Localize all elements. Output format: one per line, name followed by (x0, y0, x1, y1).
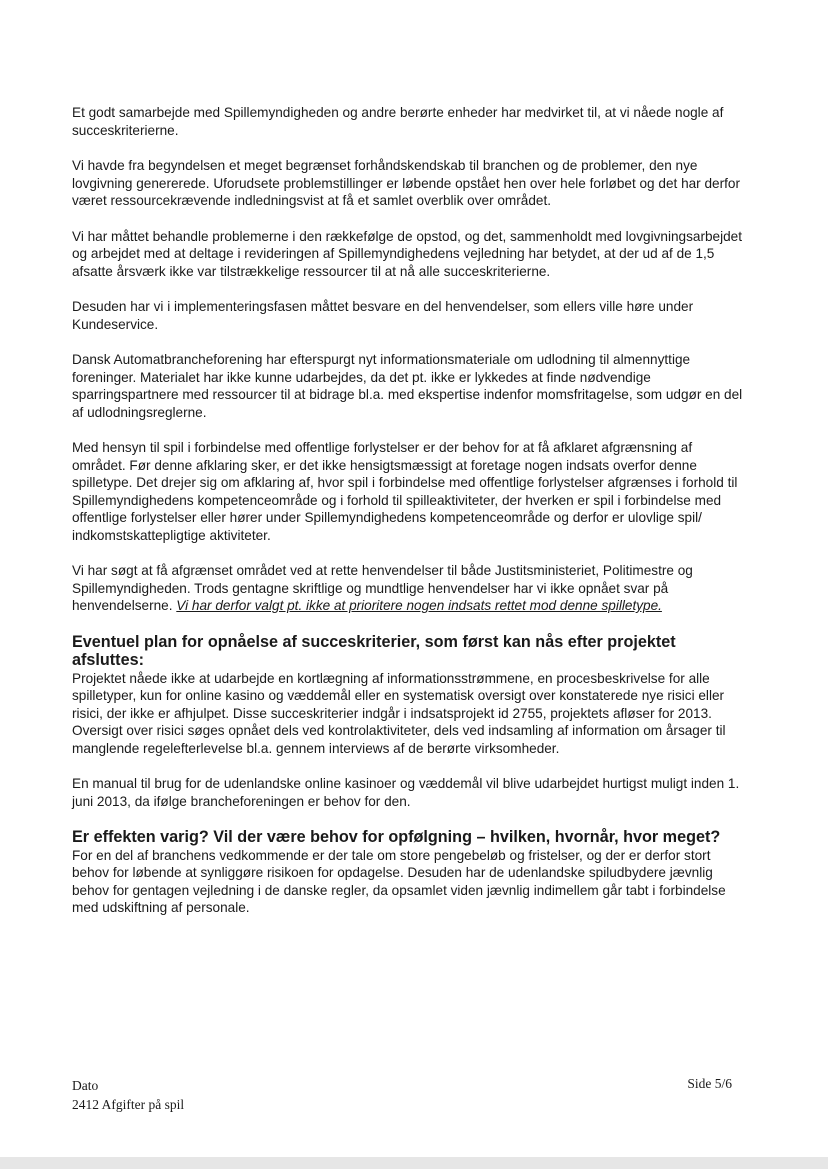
footer-left (72, 1076, 184, 1114)
paragraph-2: Vi havde fra begyndelsen et meget begrænset forhåndskendskab til branchen og de problemer, den nye lovgivning genererede. Uforudsete problemstillinger er løbende opstået hen over hele forløbet og det har derfor været ressourcekrævende indledningsvist at få et samlet overblik over området. (72, 158, 740, 208)
section-plan (72, 633, 746, 811)
underlined-remark: Vi har derfor valgt pt. ikke at prioritere nogen indsats rettet mod denne spilletype. (176, 598, 662, 613)
paragraph-5: Dansk Automatbrancheforening har efterspurgt nyt informationsmateriale om udlodning til almennyttige foreninger. Materialet har ikke kunne udarbejdes, da det pt. ikke er lykkedes at finde nødvendige sparringspartnere med ressourcer til at bidrage bl.a. med ekspertise indenfor momsfritagelse, som udgør en del af udlodningsreglerne. (72, 352, 743, 420)
document-body (72, 104, 746, 935)
section-effect-paragraph-1: For en del af branchens vedkommende er der tale om store pengebeløb og fristelser, og der er derfor stort behov for løbende at synliggøre risikoen for opdagelse. Desuden har de udenlandske spiludbydere jævnlig behov for gentagen vejledning i de danske regler, da opsamlet viden jævnlig indimellem går tabt i forbindelse med udskiftning af personale. (72, 847, 726, 915)
paragraph-1: Et godt samarbejde med Spillemyndigheden og andre berørte enheder har medvirket til, at vi nåede nogle af succeskriterierne. (72, 105, 724, 138)
footer-page-number: Side 5/6 (687, 1076, 732, 1091)
section-effect-heading: Er effekten varig? Vil der være behov for opfølgning – hvilken, hvornår, hvor meget? (72, 828, 721, 846)
scan-edge (0, 1157, 828, 1169)
section-plan-paragraph-2: En manual til brug for de udenlandske online kasinoer og væddemål vil blive udarbejdet hurtigst muligt inden 1. juni 2013, da ifølge brancheforeningen er behov for den. (72, 776, 740, 809)
paragraph-6: Med hensyn til spil i forbindelse med offentlige forlystelser er der behov for at få afklaret afgrænsning af området. Før denne afklaring sker, er det ikke hensigtsmæssigt at foretage nogen indsats overfor denne spilletype. Det drejer sig om afklaring af, hvor spil i forbindelse med offentlige forlystelser afgrænses i forhold til Spillemyndighedens kompetenceområde og i forhold til spilleaktiviteter, der hverken er spil i forbindelse med offentlige forlystelser eller hører under Spillemyndighedens kompetenceområde og derfor er ulovlige spil/ indkomstskattepligtige aktiviteter. (72, 440, 738, 543)
footer-date-label: Dato (72, 1078, 99, 1093)
section-plan-heading: Eventuel plan for opnåelse af succeskriterier, som først kan nås efter projektet afsluttes: (72, 632, 676, 669)
paragraph-3: Vi har måttet behandle problemerne i den rækkefølge de opstod, og det, sammenholdt med lovgivningsarbejdet og arbejdet med at deltage i revideringen af Spillemyndighedens vejledning har betydet, at der ud af de 1,5 afsatte årsværk ikke var tilstrækkelige ressourcer til at nå alle succeskriterierne. (72, 228, 743, 279)
paragraph-7 (72, 562, 746, 615)
footer-document-name: 2412 Afgifter på spil (72, 1097, 185, 1112)
section-effect (72, 828, 746, 917)
paragraph-7-text: Vi har søgt at få afgrænset området ved at rette henvendelser til både Justitsministeriet, Politimestre og Spillemyndigheden. Trods gentagne skriftlige og mundtlige henvendelser har vi ikke opnået svar på henvendelserne. (72, 563, 693, 613)
paragraph-4: Desuden har vi i implementeringsfasen måttet besvare en del henvendelser, som ellers ville høre under Kundeservice. (72, 299, 694, 332)
section-plan-paragraph-1: Projektet nåede ikke at udarbejde en kortlægning af informationsstrømmene, en procesbeskrivelse for alle spilletyper, kun for online kasino og væddemål eller en systematisk oversigt over konstaterede nye risici eller risici, der ikke er afhjulpet. Disse succeskriterier indgår i indsatsprojekt id 2755, projektets afløser for 2013. Oversigt over risici søges opnået dels ved kontrolaktiviteter, dels ved indsamling af information om årsager til manglende regelefterlevelse bl.a. gennem interviews af de berørte virksomheder. (72, 670, 726, 756)
